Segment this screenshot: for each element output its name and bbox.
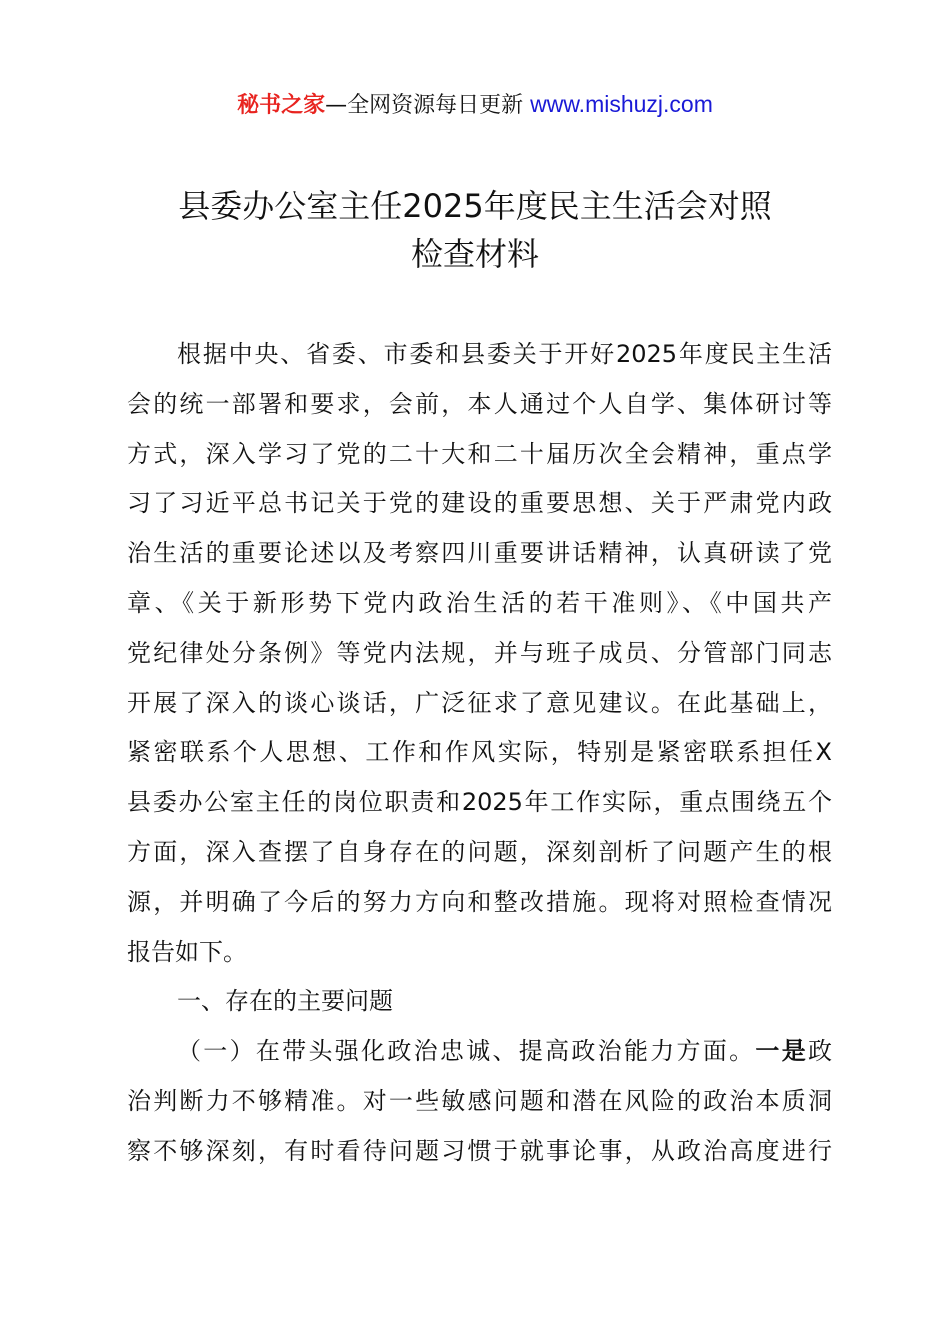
document-body [127, 330, 832, 1177]
text-line: 开展了深入的谈心谈话，广泛征求了意见建议。在此基础上， [127, 688, 832, 717]
text-line: 方面，深入查摆了自身存在的问题，深刻剖析了问题产生的根 [127, 837, 832, 866]
problem-paragraph [127, 1077, 832, 1177]
text-line: 紧密联系个人思想、工作和作风实际，特别是紧密联系担任X [127, 738, 832, 767]
site-url-link[interactable]: www.mishuzj.com [530, 91, 713, 117]
title-line-2: 检查材料 [410, 235, 539, 273]
text-line: 源，并明确了今后的努力方向和整改措施。现将对照检查情况 [127, 887, 832, 916]
text-line: 察不够深刻，有时看待问题习惯于就事论事，从政治高度进行 [127, 1136, 832, 1165]
site-banner [0, 88, 950, 122]
document-title [0, 182, 950, 278]
section-heading: 一、存在的主要问题 [177, 987, 393, 1016]
title-line-1: 县委办公室主任2025年度民主生活会对照 [178, 187, 772, 225]
text-line: 报告如下。 [127, 937, 247, 966]
bold-marker: 一是 [755, 1037, 809, 1066]
text-line: 根据中央、省委、市委和县委关于开好2025年度民主生活 [177, 340, 832, 368]
text-line: 会的统一部署和要求，会前，本人通过个人自学、集体研讨等 [127, 389, 832, 418]
brand-name: 秘书之家 [237, 93, 326, 118]
intro-paragraph [127, 330, 832, 977]
text-line: 县委办公室主任的岗位职责和2025年工作实际，重点围绕五个 [127, 788, 832, 817]
text-line: 方式，深入学习了党的二十大和二十届历次全会精神，重点学 [127, 439, 832, 468]
text-line: 党纪律处分条例》等党内法规，并与班子成员、分管部门同志 [127, 638, 832, 667]
text-line: 治判断力不够精准。对一些敏感问题和潜在风险的政治本质洞 [127, 1086, 832, 1115]
banner-slogan: —全网资源每日更新 [325, 93, 531, 118]
text-line: 习了习近平总书记关于党的建设的重要思想、关于严肃党内政 [127, 489, 832, 518]
text-line: 章、《关于新形势下党内政治生活的若干准则》、《中国共产 [127, 588, 832, 617]
subsection-heading: （一）在带头强化政治忠诚、提高政治能力方面。 [177, 1037, 756, 1066]
text-line: 治生活的重要论述以及考察四川重要讲话精神，认真研读了党 [127, 539, 832, 568]
subsection-line [127, 1027, 832, 1077]
body-text: 政 [808, 1037, 833, 1066]
